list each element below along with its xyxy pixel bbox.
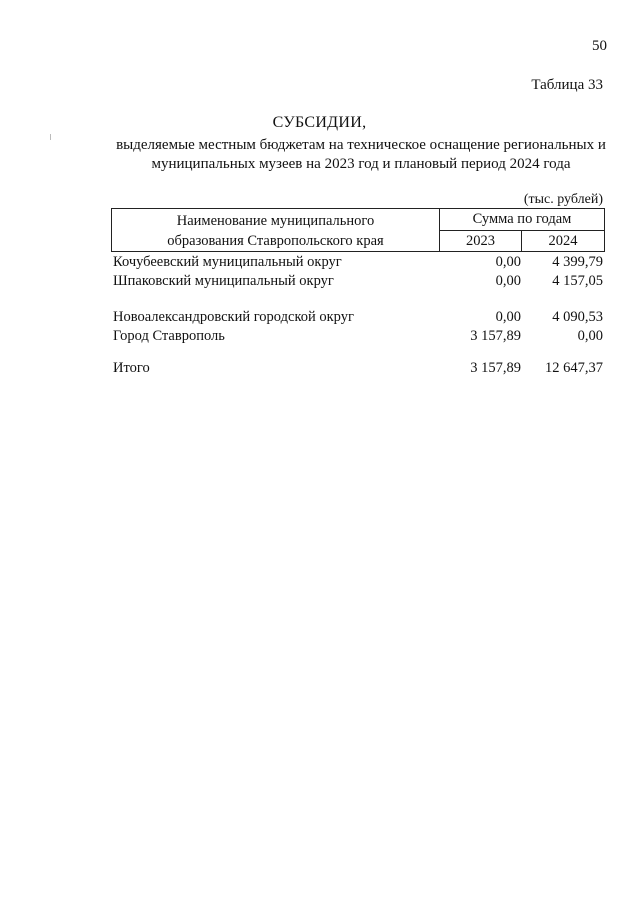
name-column-header xyxy=(112,209,440,251)
municipality-name: Кочубеевский муниципальный округ xyxy=(113,254,342,270)
subtitle-line: выделяемые местным бюджетам на техническое оснащение региональных и xyxy=(116,137,606,153)
total-2023: 3 157,89 xyxy=(470,360,521,376)
municipality-name: Шпаковский муниципальный округ xyxy=(113,273,334,289)
value-2024: 4 157,05 xyxy=(552,273,603,289)
value-2023: 0,00 xyxy=(495,309,521,325)
total-2024: 12 647,37 xyxy=(545,360,603,376)
margin-mark xyxy=(50,134,51,140)
municipality-name: Город Ставрополь xyxy=(113,328,225,344)
value-2024: 4 090,53 xyxy=(552,309,603,325)
table-header xyxy=(111,208,605,252)
table-row xyxy=(111,326,605,346)
value-2024: 4 399,79 xyxy=(552,254,603,270)
table-row xyxy=(111,271,605,291)
table-row xyxy=(111,307,605,327)
year-2024-header: 2024 xyxy=(548,233,578,249)
header-line: Наименование муниципального xyxy=(176,213,375,229)
document-subtitle xyxy=(86,136,636,174)
units-label: (тыс. рублей) xyxy=(523,192,603,207)
year-2023-header: 2023 xyxy=(440,231,522,251)
value-2024: 0,00 xyxy=(577,328,603,344)
total-row xyxy=(111,358,605,378)
table-row xyxy=(111,252,605,272)
value-2023: 3 157,89 xyxy=(470,328,521,344)
municipality-name: Новоалександровский городской округ xyxy=(113,309,354,325)
subtitle-line: муниципальных музеев на 2023 год и плановый период 2024 года xyxy=(151,156,571,172)
document-title: СУБСИДИИ, xyxy=(272,114,367,131)
value-2023: 0,00 xyxy=(495,254,521,270)
page-number: 50 xyxy=(592,38,607,54)
table-label: Таблица 33 xyxy=(531,77,603,93)
value-2023: 0,00 xyxy=(495,273,521,289)
total-label: Итого xyxy=(113,360,150,376)
header-line: образования Ставропольского края xyxy=(167,233,384,249)
sum-column-header: Сумма по годам xyxy=(440,209,604,231)
